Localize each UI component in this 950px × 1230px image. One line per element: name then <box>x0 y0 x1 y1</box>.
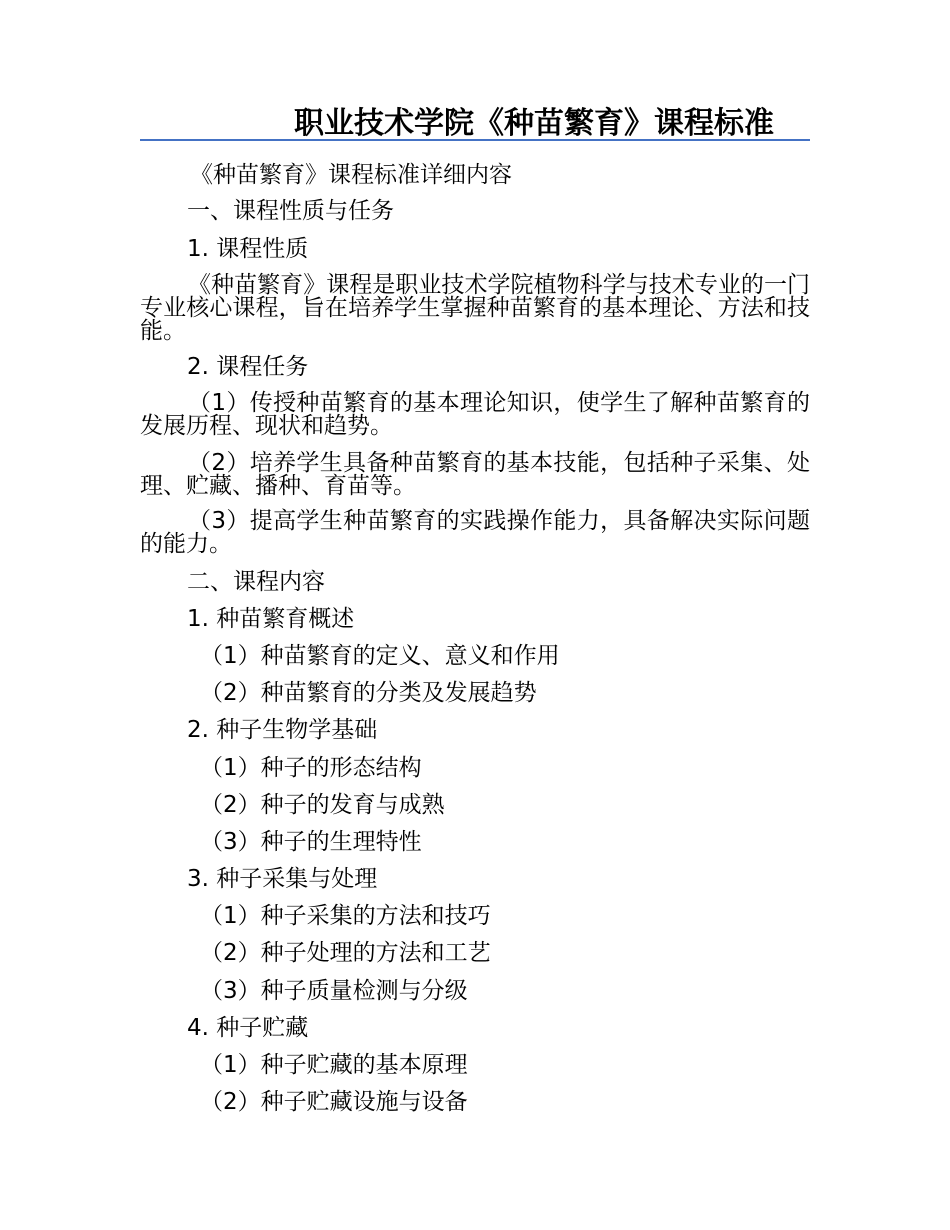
section-heading-nature-tasks: 一、课程性质与任务 <box>187 198 394 224</box>
unit-item: （2）种子的发育与成熟 <box>200 792 445 818</box>
unit-heading: 1. 种苗繁育概述 <box>187 606 355 632</box>
unit-heading: 3. 种子采集与处理 <box>187 866 378 892</box>
unit-heading: 4. 种子贮藏 <box>187 1015 309 1041</box>
title-underline <box>140 139 810 141</box>
document-subtitle: 《种苗繁育》课程标准详细内容 <box>190 162 512 188</box>
unit-item: （1）种子的形态结构 <box>200 755 422 781</box>
unit-item: （2）种子贮藏设施与设备 <box>200 1089 468 1115</box>
subheading-course-nature: 1. 课程性质 <box>187 236 309 262</box>
unit-item: （1）种子贮藏的基本原理 <box>200 1052 468 1078</box>
subheading-course-tasks: 2. 课程任务 <box>187 354 309 380</box>
paragraph-task-2: （2）培养学生具备种苗繁育的基本技能，包括种子采集、处理、贮藏、播种、育苗等。 <box>140 450 810 499</box>
section-heading-course-content: 二、课程内容 <box>187 569 325 595</box>
paragraph-task-1: （1）传授种苗繁育的基本理论知识，使学生了解种苗繁育的发展历程、现状和趋势。 <box>140 390 810 439</box>
unit-item: （1）种苗繁育的定义、意义和作用 <box>200 643 560 669</box>
unit-item: （3）种子的生理特性 <box>200 829 422 855</box>
unit-item: （1）种子采集的方法和技巧 <box>200 903 491 929</box>
unit-item: （2）种苗繁育的分类及发展趋势 <box>200 680 537 706</box>
unit-item: （2）种子处理的方法和工艺 <box>200 940 491 966</box>
paragraph-course-nature: 《种苗繁育》课程是职业技术学院植物科学与技术专业的一门专业核心课程，旨在培养学生掌握种苗繁育的基本理论、方法和技能。 <box>140 272 810 344</box>
unit-item: （3）种子质量检测与分级 <box>200 978 468 1004</box>
unit-heading: 2. 种子生物学基础 <box>187 717 378 743</box>
document-title: 职业技术学院《种苗繁育》课程标准 <box>294 106 774 141</box>
paragraph-task-3: （3）提高学生种苗繁育的实践操作能力，具备解决实际问题的能力。 <box>140 508 810 557</box>
